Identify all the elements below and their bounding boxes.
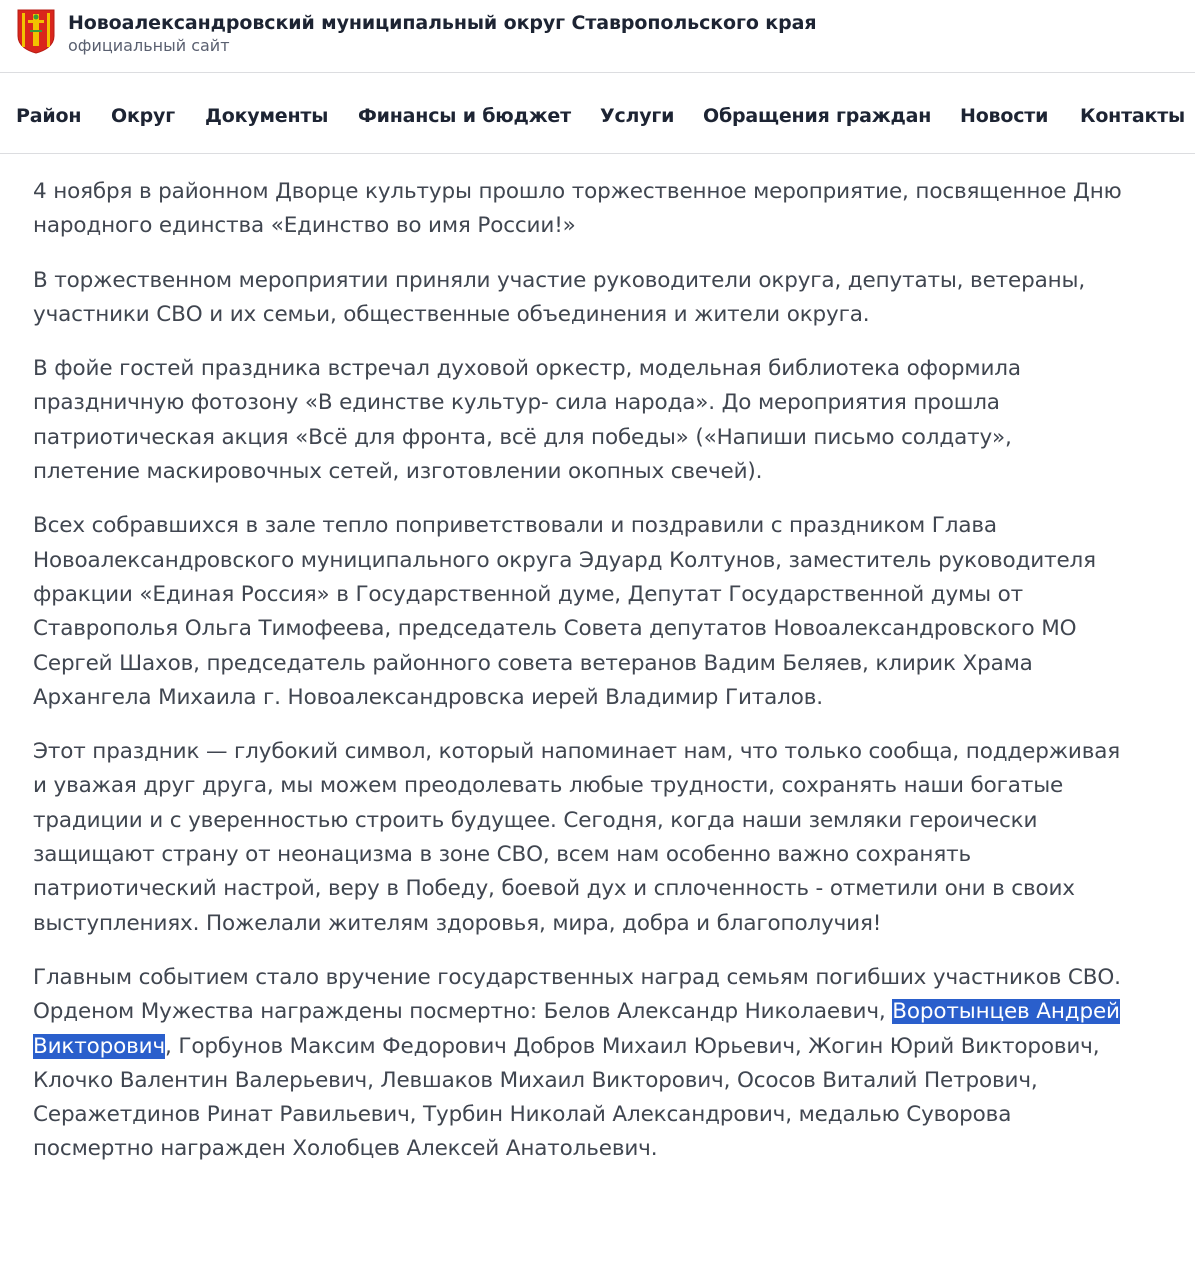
nav-item-services[interactable]: Услуги [600,105,675,127]
article-body [33,175,1123,1187]
site-title[interactable]: Новоалександровский муниципальный округ Ставропольского края [68,12,817,34]
nav-item-finance[interactable]: Финансы и бюджет [358,105,571,127]
article-paragraph-4: Всех собравшихся в зале тепло поприветствовали и поздравили с праздником Глава Новоалександровского муниципального округа Эдуард Колтунов, заместитель руководителя фракции «Единая Россия» в Государственной думе, Депутат Государственной думы от Ставрополья Ольга Тимофеева, председатель Совета депутатов Новоалександровского МО Сергей Шахов, председатель районного совета ветеранов Вадим Беляев, клирик Храма Архангела Михаила г. Новоалександровска иерей Владимир Гиталов. [33,513,1096,710]
nav-item-appeals[interactable]: Обращения граждан [703,105,932,127]
nav-item-news[interactable]: Новости [960,105,1049,127]
article-paragraph-5: Этот праздник — глубокий символ, который напоминает нам, что только сообща, поддерживая и уважая друг друга, мы можем преодолевать любые трудности, сохранять наши богатые традиции и с уверенностью строить будущее. Сегодня, когда наши земляки героически защищают страну от неонацизма в зоне СВО, всем нам особенно важно сохранять патриотический настрой, веру в Победу, боевой дух и сплоченность - отметили они в своих выступлениях. Пожелали жителям здоровья, мира, добра и благополучия! [33,739,1121,936]
paragraph-6-text-after: , Горбунов Максим Федорович Добров Михаил Юрьевич, Жогин Юрий Викторович, Клочко Валентин Валерьевич, Левшаков Михаил Викторович, Ососов Виталий Петрович, Серажетдинов Ринат Равильевич, Турбин Николай Александрович, медалью Суворова посмертно награжден Холобцев Алексей Анатольевич. [33,1033,1100,1162]
coat-of-arms-icon[interactable] [16,8,56,54]
paragraph-6-text-before: Главным событием стало вручение государственных наград семьям погибших участников СВО. Орденом Мужества награждены посмертно: Белов Александр Николаевич, [33,964,1121,1025]
main-nav [0,74,1195,154]
site-subtitle: официальный сайт [68,36,230,55]
article-paragraph-3: В фойе гостей праздника встречал духовой оркестр, модельная библиотека оформила праздничную фотозону «В единстве культур- сила народа». До мероприятия прошла патриотическая акция «Всё для фронта, всё для победы» («Напиши письмо солдату», плетение маскировочных сетей, изготовлении окопных свечей). [33,356,1021,485]
selected-text-highlight[interactable]: Воротынцев Андрей Викторович [33,999,1120,1059]
nav-item-documents[interactable]: Документы [205,105,329,127]
nav-item-contacts[interactable]: Контакты [1080,105,1186,127]
nav-item-rayon[interactable]: Район [16,105,82,127]
nav-item-okrug[interactable]: Округ [111,105,175,127]
article-paragraph-6 [33,961,1123,1167]
site-header [0,0,1195,73]
article-paragraph-2: В торжественном мероприятии приняли участие руководители округа, депутаты, ветераны, участники СВО и их семьи, общественные объединения и жители округа. [33,267,1086,327]
article-paragraph-1: 4 ноября в районном Дворце культуры прошло торжественное мероприятие, посвященное Дню народного единства «Единство во имя России!» [33,179,1122,239]
